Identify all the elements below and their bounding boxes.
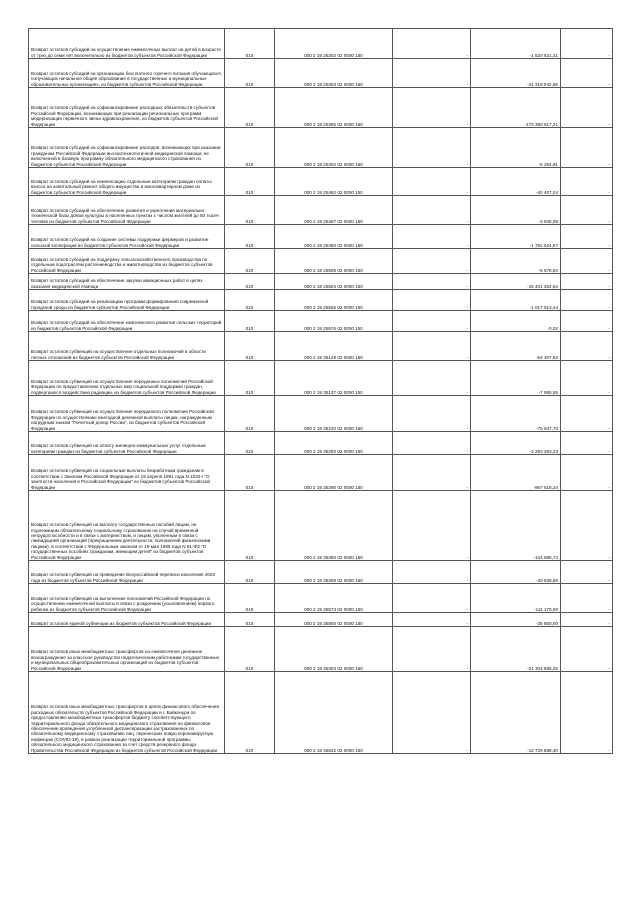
row-description: Возврат остатков субвенций на проведение Всероссийской переписи населения 2020 года из бюджетов субъектов Российской Федерации xyxy=(29,561,225,584)
table-row xyxy=(29,432,613,455)
row-approved-value: - xyxy=(393,332,471,361)
row-executed-amount: -20 539,90 xyxy=(471,561,561,584)
row-description: Возврат остатков субсидий на обеспечение комплексного развития сельских территорий из бюджетов субъектов Российской Федерации xyxy=(29,311,225,332)
row-budget-code: 000 2 19 25554 02 0000 150 xyxy=(275,274,393,290)
row-unexecuted-value: - xyxy=(561,249,613,274)
row-line-code: 010 xyxy=(225,196,275,225)
row-line-code: 010 xyxy=(225,249,275,274)
row-unexecuted-value: - xyxy=(561,455,613,491)
row-unexecuted-value: - xyxy=(561,561,613,584)
row-description: Возврат остатков субвенций на выполнение полномочий Российской Федерации по осуществлению ежемесячной выплаты в связи с рождением (усыновлением) первого ребенка из бюджетов субъектов Российской Федерации xyxy=(29,584,225,613)
row-approved-value: - xyxy=(393,88,471,128)
row-executed-amount: -3 293 253,23 xyxy=(471,432,561,455)
table-row xyxy=(29,584,613,613)
table-row xyxy=(29,225,613,249)
row-executed-amount: -21 304 695,25 xyxy=(471,627,561,672)
row-budget-code: 000 2 19 25365 02 0000 150 xyxy=(275,88,393,128)
row-unexecuted-value: - xyxy=(561,613,613,627)
row-description: Возврат остатков субсидий на обеспечение закупки авиационных работ в целях оказания медицинской помощи xyxy=(29,274,225,290)
row-approved-value: - xyxy=(393,128,471,168)
row-approved-value: - xyxy=(393,455,471,491)
table-row xyxy=(29,249,613,274)
row-budget-code: 000 2 19 35573 02 0000 150 xyxy=(275,584,393,613)
row-approved-value: - xyxy=(393,491,471,561)
row-executed-amount: -5 578,84 xyxy=(471,249,561,274)
row-description: Возврат остатков субсидий на реализацию программ формирования современной городской среды из бюджетов субъектов Российской Федерации xyxy=(29,290,225,311)
row-budget-code: 000 2 19 35380 02 0000 150 xyxy=(275,491,393,561)
row-line-code: 010 xyxy=(225,59,275,88)
row-budget-code: 000 2 19 25304 02 0000 150 xyxy=(275,59,393,88)
row-executed-amount: -6 254,91 xyxy=(471,128,561,168)
row-approved-value: - xyxy=(393,627,471,672)
row-approved-value: - xyxy=(393,584,471,613)
row-unexecuted-value: - xyxy=(561,432,613,455)
row-unexecuted-value: - xyxy=(561,225,613,249)
row-approved-value: - xyxy=(393,274,471,290)
row-description: Возврат остатков субвенций на оплату жилищно-коммунальных услуг отдельным категориям граждан из бюджетов субъектов Российской Федерации xyxy=(29,432,225,455)
row-description: Возврат остатков субвенций на выплату государственных пособий лицам, не подлежащим обязательному социальному страхованию на случай временной нетрудоспособности и в связи с материнством, и лицам, уволенным в связи с ликвидацией организаций (прекращением деятельности, полномочий физическими лицами), в соответствии с Федеральным законом от 19 мая 1995 года N 81-ФЗ "О государственных пособиях гражданам, имеющим детей" из бюджетов субъектов Российской Федерации xyxy=(29,491,225,561)
table-row xyxy=(29,491,613,561)
row-line-code: 010 xyxy=(225,396,275,432)
row-description: Возврат остатков субсидий на компенсацию отдельным категориям граждан оплаты взноса на капитальный ремонт общего имущества в многоквартирном доме из бюджетов субъектов Российской Федерации xyxy=(29,168,225,196)
row-approved-value: - xyxy=(393,59,471,88)
row-budget-code: 000 2 19 25462 02 0000 150 xyxy=(275,168,393,196)
row-description: Возврат остатков субсидий на софинансирование расходных обязательств субъектов Российской Федерации, возникающих при реализации региональных программ модернизации первичного звена здравоохранения, из бюджетов субъектов Российской Федерации xyxy=(29,88,225,128)
row-executed-amount: -40 407,04 xyxy=(471,168,561,196)
row-line-code: 010 xyxy=(225,332,275,361)
row-executed-amount: -0,02 xyxy=(471,311,561,332)
row-line-code: 010 xyxy=(225,432,275,455)
row-unexecuted-value: - xyxy=(561,332,613,361)
row-line-code: 010 xyxy=(225,491,275,561)
table-row xyxy=(29,29,613,59)
row-budget-code: 000 2 19 45303 02 0000 150 xyxy=(275,627,393,672)
row-budget-code: 000 2 19 35250 02 0000 150 xyxy=(275,432,393,455)
row-approved-value: - xyxy=(393,249,471,274)
row-description: Возврат остатков субвенций на осуществление переданных полномочий Российской Федерации по предоставлению отдельных мер социальной поддержки граждан, подвергшихся воздействию радиации, из бюджетов субъектов Российской Федерации xyxy=(29,361,225,396)
table-row xyxy=(29,627,613,672)
row-line-code: 010 xyxy=(225,672,275,754)
row-executed-amount: -1 017 913,44 xyxy=(471,290,561,311)
row-unexecuted-value: - xyxy=(561,290,613,311)
table-row xyxy=(29,88,613,128)
row-unexecuted-value: - xyxy=(561,361,613,396)
row-executed-amount: -7 955,55 xyxy=(471,361,561,396)
row-approved-value: - xyxy=(393,311,471,332)
report-table-body xyxy=(29,29,613,754)
row-description: Возврат остатков иных межбюджетных трансфертов в целях финансового обеспечения расходных обязательств субъектов Российской Федерации и г. Байконура по предоставлению межбюджетных трансфертов бюджету соответствующего территориального фонда обязательного медицинского страхования на финансовое обеспечение проведения углубленной диспансеризации застрахованных по обязательному медицинскому страхованию лиц, перенесших новую коронавирусную инфекцию (COVID-19), в рамках реализации территориальной программы обязательного медицинского страхования за счет средств резервного фонда Правительства Российской Федерации из бюджетов субъектов Российской Федерации xyxy=(29,672,225,754)
row-approved-value: - xyxy=(393,396,471,432)
row-line-code: 010 xyxy=(225,361,275,396)
row-description: Возврат остатков иных межбюджетных трансфертов на ежемесячное денежное вознаграждение за классное руководство педагогическим работникам государственных и муниципальных общеобразовательных организаций из бюджетов субъектов Российской Федерации xyxy=(29,627,225,672)
row-approved-value: - xyxy=(393,196,471,225)
row-approved-value: - xyxy=(393,168,471,196)
table-row xyxy=(29,613,613,627)
row-line-code: 010 xyxy=(225,290,275,311)
row-executed-amount: -1 520 621,31 xyxy=(471,29,561,59)
row-approved-value: - xyxy=(393,613,471,627)
row-description: Возврат остатков субсидий на осуществление ежемесячных выплат на детей в возрасте от трех до семи лет включительно из бюджетов субъектов Российской Федерации xyxy=(29,29,225,59)
row-executed-amount: -75 547,70 xyxy=(471,396,561,432)
table-row xyxy=(29,361,613,396)
row-unexecuted-value: - xyxy=(561,672,613,754)
row-budget-code: 000 2 19 35220 02 0000 150 xyxy=(275,396,393,432)
row-approved-value: - xyxy=(393,432,471,455)
row-executed-amount: -54 307,82 xyxy=(471,332,561,361)
row-budget-code: 000 2 19 25402 02 0000 150 xyxy=(275,128,393,168)
table-row xyxy=(29,168,613,196)
row-budget-code: 000 2 19 35290 02 0000 150 xyxy=(275,455,393,491)
row-approved-value: - xyxy=(393,290,471,311)
table-row xyxy=(29,561,613,584)
table-row xyxy=(29,290,613,311)
row-unexecuted-value: - xyxy=(561,128,613,168)
table-row xyxy=(29,332,613,361)
row-executed-amount: -144 985,74 xyxy=(471,491,561,561)
table-row xyxy=(29,274,613,290)
row-description: Возврат остатков субсидий на организацию бесплатного горячего питания обучающихся, получающих начальное общее образование в государственных и муниципальных образовательных организациях, из бюджетов субъектов Российской Федерации xyxy=(29,59,225,88)
row-budget-code: 000 2 19 25467 02 0000 150 xyxy=(275,196,393,225)
table-row xyxy=(29,196,613,225)
row-budget-code: 000 2 19 25576 02 0000 150 xyxy=(275,311,393,332)
row-executed-amount: -173 380 517,21 xyxy=(471,88,561,128)
report-table xyxy=(28,28,613,754)
row-description: Возврат остатков субвенций на социальные выплаты безработным гражданам в соответствии с Законом Российской Федерации от 19 апреля 1991 года N 1032-I "О занятости населения в Российской Федерации" из бюджетов субъектов Российской Федерации xyxy=(29,455,225,491)
row-line-code: 010 xyxy=(225,88,275,128)
row-line-code: 010 xyxy=(225,168,275,196)
row-approved-value: - xyxy=(393,361,471,396)
row-unexecuted-value: - xyxy=(561,491,613,561)
row-description: Возврат остатков субсидий на создание системы поддержки фермеров и развитие сельской кооперации из бюджетов субъектов Российской Федерации xyxy=(29,225,225,249)
row-unexecuted-value: - xyxy=(561,59,613,88)
table-row xyxy=(29,311,613,332)
row-description: Возврат остатков единой субвенции из бюджетов субъектов Российской Федерации xyxy=(29,613,225,627)
row-executed-amount: -12 729 588,40 xyxy=(471,672,561,754)
row-unexecuted-value: - xyxy=(561,396,613,432)
row-executed-amount: -111 170,00 xyxy=(471,584,561,613)
row-unexecuted-value: - xyxy=(561,584,613,613)
row-line-code: 010 xyxy=(225,561,275,584)
row-line-code: 010 xyxy=(225,274,275,290)
row-budget-code: 000 2 19 25555 02 0000 150 xyxy=(275,290,393,311)
row-description: Возврат остатков субвенций на осуществление отдельных полномочий в области лесных отношений из бюджетов субъектов Российской Федерации xyxy=(29,332,225,361)
row-unexecuted-value: - xyxy=(561,274,613,290)
row-approved-value: - xyxy=(393,225,471,249)
row-budget-code: 000 2 19 25480 02 0000 150 xyxy=(275,225,393,249)
row-budget-code: 000 2 19 35900 02 0000 150 xyxy=(275,613,393,627)
row-executed-amount: -15 401 364,64 xyxy=(471,274,561,290)
row-line-code: 010 xyxy=(225,613,275,627)
row-description: Возврат остатков субсидий на обеспечение развития и укрепления материально-технической базы домов культуры в населенных пунктах с числом жителей до 50 тысяч человек из бюджетов субъектов Российской Федерации xyxy=(29,196,225,225)
row-unexecuted-value: - xyxy=(561,88,613,128)
row-executed-amount: -35 800,00 xyxy=(471,613,561,627)
table-row xyxy=(29,455,613,491)
row-unexecuted-value: - xyxy=(561,311,613,332)
row-line-code: 010 xyxy=(225,627,275,672)
row-unexecuted-value: - xyxy=(561,29,613,59)
row-approved-value: - xyxy=(393,672,471,754)
row-description: Возврат остатков субсидий на поддержку сельскохозяйственного производства по отдельным подотраслям растениеводства и животноводства из бюджетов субъектов Российской Федерации xyxy=(29,249,225,274)
row-line-code: 010 xyxy=(225,311,275,332)
row-budget-code: 000 2 19 25508 02 0000 150 xyxy=(275,249,393,274)
row-executed-amount: -41 319 042,65 xyxy=(471,59,561,88)
row-approved-value: - xyxy=(393,29,471,59)
row-budget-code: 000 2 19 25302 02 0000 150 xyxy=(275,29,393,59)
row-unexecuted-value: - xyxy=(561,168,613,196)
table-row xyxy=(29,59,613,88)
row-executed-amount: -1 782 624,67 xyxy=(471,225,561,249)
row-unexecuted-value: - xyxy=(561,627,613,672)
table-row xyxy=(29,672,613,754)
row-unexecuted-value: - xyxy=(561,196,613,225)
row-description: Возврат остатков субсидий на софинансирование расходов, возникающих при оказании гражданам Российской Федерации высокотехнологичной медицинской помощи, не включенной в базовую программу обязательного медицинского страхования из бюджетов субъектов Российской Федерации xyxy=(29,128,225,168)
row-executed-amount: -967 518,24 xyxy=(471,455,561,491)
row-executed-amount: -3 946,09 xyxy=(471,196,561,225)
row-description: Возврат остатков субвенций на осуществление переданного полномочия Российской Федерации по осуществлению ежегодной денежной выплаты лицам, награжденным нагрудным знаком "Почетный донор России", из бюджетов субъектов Российской Федерации xyxy=(29,396,225,432)
table-row xyxy=(29,396,613,432)
table-row xyxy=(29,128,613,168)
row-budget-code: 000 2 19 35469 02 0000 150 xyxy=(275,561,393,584)
row-budget-code: 000 2 19 45622 02 0000 150 xyxy=(275,672,393,754)
row-budget-code: 000 2 19 35137 02 0000 150 xyxy=(275,361,393,396)
row-line-code: 010 xyxy=(225,128,275,168)
row-line-code: 010 xyxy=(225,225,275,249)
row-line-code: 010 xyxy=(225,29,275,59)
row-line-code: 010 xyxy=(225,455,275,491)
row-line-code: 010 xyxy=(225,584,275,613)
row-approved-value: - xyxy=(393,561,471,584)
row-budget-code: 000 2 19 35129 02 0000 150 xyxy=(275,332,393,361)
